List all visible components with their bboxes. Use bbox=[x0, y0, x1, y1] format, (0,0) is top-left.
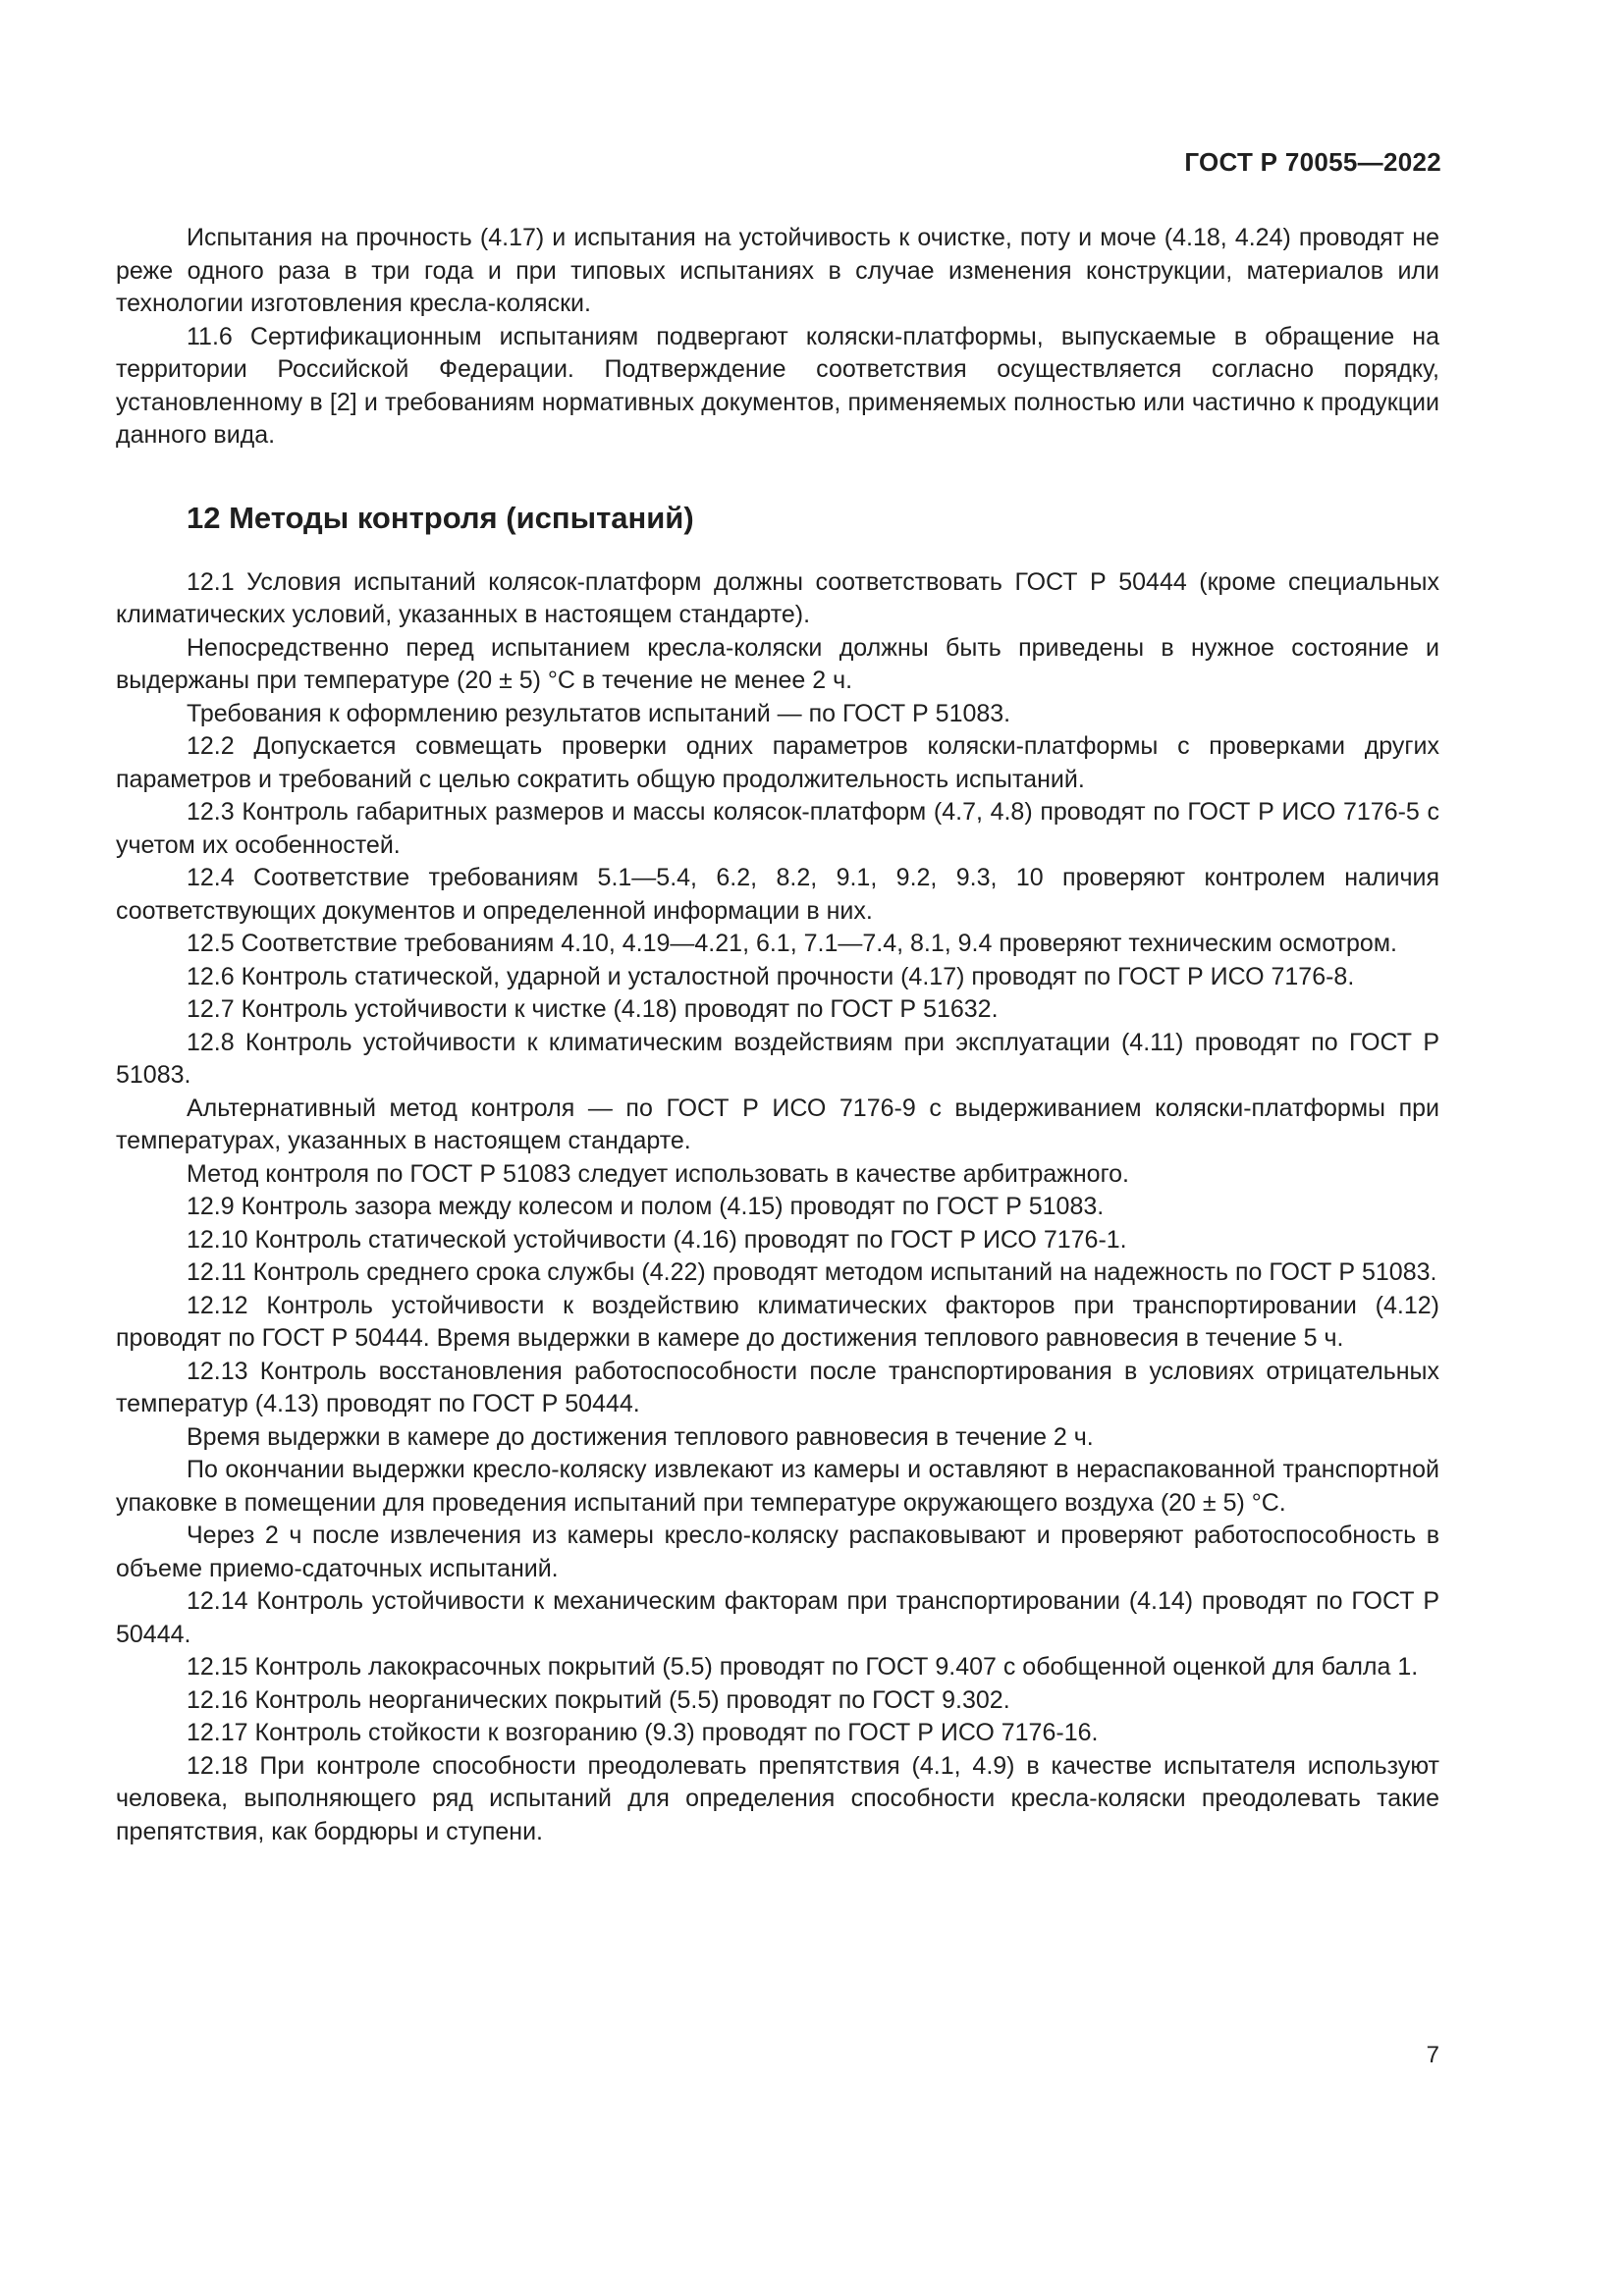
section-heading: 12 Методы контроля (испытаний) bbox=[187, 500, 694, 535]
paragraph: 12.10 Контроль статической устойчивости (4.16) проводят по ГОСТ Р ИСО 7176-1. bbox=[187, 1225, 1127, 1254]
paragraph: 12.16 Контроль неорганических покрытий (5.5) проводят по ГОСТ 9.302. bbox=[187, 1685, 1010, 1714]
paragraph: 12.11 Контроль среднего срока службы (4.22) проводят методом испытаний на надежность по ГОСТ Р 51083. bbox=[187, 1258, 1437, 1286]
paragraph: 12.13 Контроль восстановления работоспособности после транспортирования в условиях отрицательных температур (4.13) проводят по ГОСТ Р 50444. bbox=[116, 1357, 1439, 1417]
paragraph: 12.5 Соответствие требованиям 4.10, 4.19—4.21, 6.1, 7.1—7.4, 8.1, 9.4 проверяют техническим осмотром. bbox=[187, 930, 1397, 957]
paragraph: Время выдержки в камере до достижения теплового равновесия в течение 2 ч. bbox=[187, 1422, 1094, 1451]
paragraph: Требования к оформлению результатов испытаний — по ГОСТ Р 51083. bbox=[187, 699, 1011, 727]
paragraph: 12.9 Контроль зазора между колесом и полом (4.15) проводят по ГОСТ Р 51083. bbox=[187, 1193, 1105, 1220]
paragraph: Альтернативный метод контроля — по ГОСТ Р ИСО 7176-9 с выдерживанием коляски-платформы при температурах, указанных в настоящем стандарте. bbox=[116, 1094, 1439, 1154]
paragraph: 12.18 При контроле способности преодолевать препятствия (4.1, 4.9) в качестве испытателя используют человека, выполняющего ряд испытаний для определения способности кресла-коляски преодолевать такие препятствия, как бордюры и ступени. bbox=[116, 1751, 1439, 1845]
paragraph: Непосредственно перед испытанием кресла-коляски должны быть приведены в нужное состояние и выдержаны при температуре (20 ± 5) °С в течение не менее 2 ч. bbox=[116, 633, 1439, 694]
paragraph: 12.14 Контроль устойчивости к механическим факторам при транспортировании (4.14) проводят по ГОСТ Р 50444. bbox=[116, 1587, 1439, 1648]
paragraph: 12.3 Контроль габаритных размеров и массы колясок-платформ (4.7, 4.8) проводят по ГОСТ Р ИСО 7176-5 с учетом их особенностей. bbox=[116, 798, 1439, 859]
page-number: 7 bbox=[1426, 2042, 1439, 2068]
paragraph: 12.12 Контроль устойчивости к воздействию климатических факторов при транспортировании (4.12) проводят по ГОСТ Р 50444. Время выдержки в камере до достижения теплового равновесия в течение 5 ч. bbox=[116, 1291, 1439, 1352]
paragraph: 12.7 Контроль устойчивости к чистке (4.18) проводят по ГОСТ Р 51632. bbox=[187, 995, 999, 1023]
paragraph: 12.17 Контроль стойкости к возгоранию (9.3) проводят по ГОСТ Р ИСО 7176-16. bbox=[187, 1719, 1099, 1746]
paragraph: 12.4 Соответствие требованиям 5.1—5.4, 6.2, 8.2, 9.1, 9.2, 9.3, 10 проверяют контролем наличия соответствующих документов и определенной информации в них. bbox=[116, 864, 1439, 925]
paragraph: 12.8 Контроль устойчивости к климатическим воздействиям при эксплуатации (4.11) проводят по ГОСТ Р 51083. bbox=[116, 1028, 1439, 1089]
paragraph: 11.6 Сертификационным испытаниям подвергают коляски-платформы, выпускаемые в обращение на территории Российской Федерации. Подтверждение соответствия осуществляется согласно порядку, установленному в [2] и требованиям нормативных документов, применяемых полностью или частично к продукции данного вида. bbox=[116, 322, 1439, 449]
paragraph: 12.2 Допускается совмещать проверки одних параметров коляски-платформы с проверками других параметров и требований с целью сократить общую продолжительность испытаний. bbox=[116, 732, 1439, 793]
paragraph: Метод контроля по ГОСТ Р 51083 следует использовать в качестве арбитражного. bbox=[187, 1159, 1129, 1188]
document-number-header: ГОСТ Р 70055—2022 bbox=[1184, 147, 1441, 177]
paragraph: 12.15 Контроль лакокрасочных покрытий (5.5) проводят по ГОСТ 9.407 с обобщенной оценкой для балла 1. bbox=[187, 1653, 1419, 1681]
document-body bbox=[116, 222, 1439, 1848]
paragraph: По окончании выдержки кресло-коляску извлекают из камеры и оставляют в нераспакованной транспортной упаковке в помещении для проведения испытаний при температуре окружающего воздуха (20 ± 5) °С. bbox=[116, 1456, 1439, 1517]
paragraph: 12.1 Условия испытаний колясок-платформ должны соответствовать ГОСТ Р 50444 (кроме специальных климатических условий, указанных в настоящем стандарте). bbox=[116, 567, 1439, 628]
paragraph: 12.6 Контроль статической, ударной и усталостной прочности (4.17) проводят по ГОСТ Р ИСО 7176-8. bbox=[187, 962, 1355, 990]
paragraph: Через 2 ч после извлечения из камеры кресло-коляску распаковывают и проверяют работоспособность в объеме приемо-сдаточных испытаний. bbox=[116, 1522, 1439, 1582]
paragraph: Испытания на прочность (4.17) и испытания на устойчивость к очистке, поту и моче (4.18, 4.24) проводят не реже одного раза в три года и при типовых испытаниях в случае изменения конструкции, материалов или технологии изготовления кресла-коляски. bbox=[116, 224, 1439, 317]
